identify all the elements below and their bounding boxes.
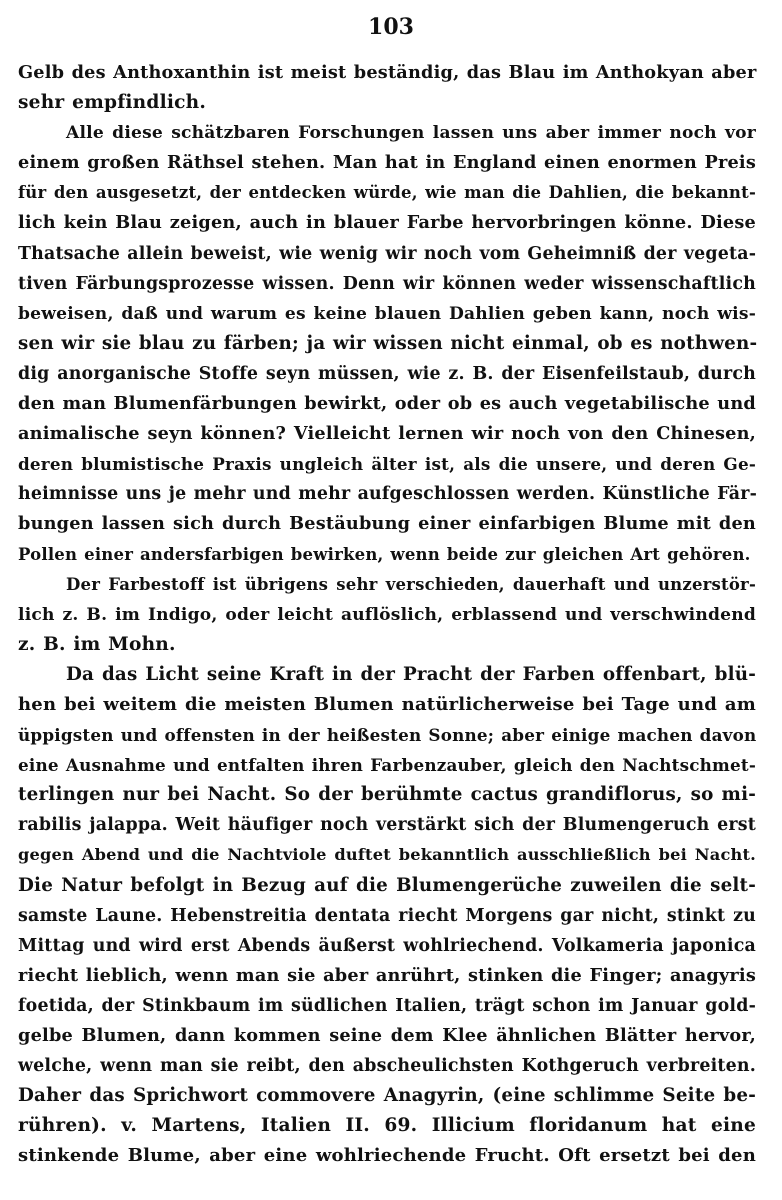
text-line: für den ausgesetzt, der entdecken würde, wie man die Dahlien, die bekannt-	[18, 183, 756, 203]
text-line: üppigsten und offensten in der heißesten Sonne; aber einige machen davon	[18, 725, 757, 746]
text-line: foetida, der Stinkbaum im südlichen Italien, trägt schon im Januar gold-	[18, 995, 756, 1016]
text-line: welche, wenn man sie reibt, den abscheulichsten Kothgeruch verbreiten.	[18, 1056, 756, 1077]
text-line: samste Laune. Hebenstreitia dentata riecht Morgens gar nicht, stinkt zu	[18, 905, 756, 926]
text-line: hen bei weitem die meisten Blumen natürlicherweise bei Tage und am	[18, 693, 756, 715]
text-line: sen wir sie blau zu färben; ja wir wissen nicht einmal, ob es nothwen-	[18, 332, 758, 354]
text-line: sehr empfindlich.	[18, 92, 207, 114]
text-line: deren blumistische Praxis ungleich älter ist, als die unsere, und deren Ge-	[18, 454, 756, 475]
text-line: terlingen nur bei Nacht. So der berühmte cactus grandiflorus, so mi-	[18, 784, 756, 806]
text-line: bungen lassen sich durch Bestäubung einer einfarbigen Blume mit den	[18, 513, 756, 535]
text-line: z. B. im Mohn.	[18, 633, 176, 655]
text-line: Der Farbestoff ist übrigens sehr verschieden, dauerhaft und unzerstör-	[66, 574, 756, 594]
body-text	[18, 58, 756, 1171]
text-line: riecht lieblich, wenn man sie aber anrührt, stinken die Finger; anagyris	[18, 964, 756, 986]
text-line: einem großen Räthsel stehen. Man hat in England einen enormen Preis	[18, 152, 756, 174]
text-line: rabilis jalappa. Weit häufiger noch verstärkt sich der Blumengeruch erst	[18, 815, 756, 836]
text-line: gelbe Blumen, dann kommen seine dem Klee ähnlichen Blätter hervor,	[18, 1025, 756, 1046]
text-line: Mittag und wird erst Abends äußerst wohlriechend. Volkameria japonica	[18, 935, 756, 956]
text-line: lich z. B. im Indigo, oder leicht auflöslich, erblassend und verschwindend	[18, 604, 756, 625]
text-line: rühren). v. Martens, Italien II. 69. Illicium floridanum hat eine	[18, 1115, 756, 1137]
text-line: Thatsache allein beweist, wie wenig wir noch vom Geheimniß der vegeta-	[18, 243, 757, 264]
text-line: beweisen, daß und warum es keine blauen Dahlien geben kann, noch wis-	[18, 303, 756, 324]
text-line: Alle diese schätzbaren Forschungen lassen uns aber immer noch vor	[66, 123, 756, 144]
text-line: Da das Licht seine Kraft in der Pracht der Farben offenbart, blü-	[66, 663, 756, 685]
text-line: den man Blumenfärbungen bewirkt, oder ob es auch vegetabilische und	[18, 393, 756, 415]
text-line: gegen Abend und die Nachtviole duftet bekanntlich ausschließlich bei Nacht.	[18, 845, 756, 865]
text-line: heimnisse uns je mehr und mehr aufgeschlossen werden. Künstliche Fär-	[18, 484, 757, 505]
text-line: lich kein Blau zeigen, auch in blauer Farbe hervorbringen könne. Diese	[18, 212, 756, 234]
text-line: Gelb des Anthoxanthin ist meist beständig, das Blau im Anthokyan aber	[18, 62, 757, 83]
text-line: Die Natur befolgt in Bezug auf die Blumengerüche zuweilen die selt-	[18, 874, 756, 896]
text-line: stinkende Blume, aber eine wohlriechende Frucht. Oft ersetzt bei den	[18, 1145, 756, 1167]
text-line: animalische seyn können? Vielleicht lernen wir noch von den Chinesen,	[18, 423, 756, 445]
text-line: dig anorganische Stoffe seyn müssen, wie z. B. der Eisenfeilstaub, durch	[18, 363, 756, 384]
page-number: 103	[368, 14, 414, 40]
text-line: tiven Färbungsprozesse wissen. Denn wir können weder wissenschaftlich	[18, 273, 756, 294]
text-line: Daher das Sprichwort commovere Anagyrin, (eine schlimme Seite be-	[18, 1085, 756, 1107]
text-line: eine Ausnahme und entfalten ihren Farbenzauber, gleich den Nachtschmet-	[18, 755, 756, 776]
text-line: Pollen einer andersfarbigen bewirken, wenn beide zur gleichen Art gehören.	[18, 544, 751, 564]
